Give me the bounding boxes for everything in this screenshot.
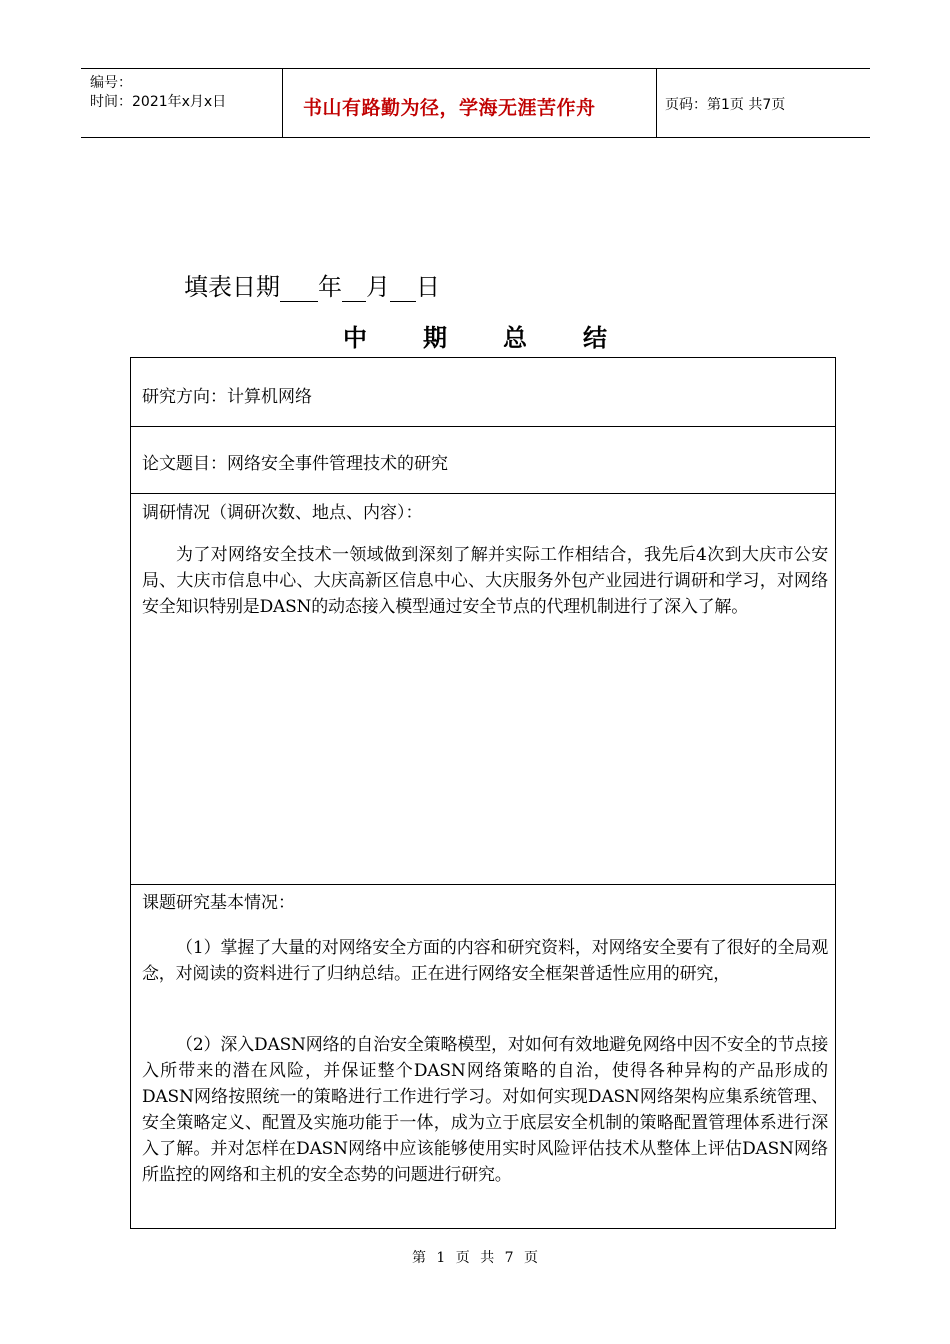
topic-field bbox=[142, 449, 448, 474]
summary-form bbox=[130, 357, 836, 1229]
year-blank[interactable] bbox=[280, 279, 318, 302]
topic-row bbox=[131, 427, 835, 494]
fill-date-label: 填表日期 bbox=[184, 273, 280, 301]
page-title: 中期总结 bbox=[343, 324, 663, 352]
month-blank[interactable] bbox=[342, 279, 366, 302]
direction-label: 研究方向： bbox=[142, 387, 227, 407]
survey-label: 调研情况（调研次数、地点、内容）： bbox=[142, 503, 423, 523]
header-right-cell bbox=[656, 69, 870, 137]
motto-text: 书山有路勤为径，学海无涯苦作舟 bbox=[303, 97, 596, 119]
month-label: 月 bbox=[366, 273, 390, 301]
research-row bbox=[131, 885, 835, 1228]
time-label: 时间：2021年x月x日 bbox=[90, 94, 227, 110]
header-table bbox=[81, 68, 870, 138]
research-label: 课题研究基本情况： bbox=[142, 893, 295, 913]
header-left-cell bbox=[81, 69, 282, 137]
page-footer: 第 1 页 共 7 页 bbox=[411, 1250, 539, 1266]
direction-value: 计算机网络 bbox=[227, 387, 312, 407]
day-label: 日 bbox=[416, 273, 440, 301]
topic-value: 网络安全事件管理技术的研究 bbox=[227, 454, 448, 474]
research-paragraph-2: （2）深入DASN网络的自治安全策略模型，对如何有效地避免网络中因不安全的节点接入所带来的潜在风险，并保证整个DASN网络策略的自治，使得各种异构的产品形成的DASN网络按照统一的策略进行工作进行学习。对如何实现DASN网络架构应集系统管理、安全策略定义、配置及实施功能于一体，成为立于底层安全机制的策略配置管理体系进行深入了解。并对怎样在DASN网络中应该能够使用实时风险评估技术从整体上评估DASN网络所监控的网络和主机的安全态势的问题进行研究。 bbox=[142, 1035, 828, 1185]
survey-row bbox=[131, 494, 835, 885]
survey-text: 为了对网络安全技术一领域做到深刻了解并实际工作相结合，我先后4次到大庆市公安局、大庆市信息中心、大庆高新区信息中心、大庆服务外包产业园进行调研和学习，对网络安全知识特别是DASN的动态接入模型通过安全节点的代理机制进行了深入了解。 bbox=[142, 545, 828, 617]
header-middle-cell bbox=[282, 69, 657, 137]
fill-date-line bbox=[184, 267, 440, 302]
direction-row bbox=[131, 358, 835, 427]
research-paragraph-1: （1）掌握了大量的对网络安全方面的内容和研究资料，对网络安全要有了很好的全局观念，对阅读的资料进行了归纳总结。正在进行网络安全框架普适性应用的研究， bbox=[142, 938, 828, 984]
page-info: 页码：第1页 共7页 bbox=[665, 97, 786, 113]
year-label: 年 bbox=[318, 273, 342, 301]
number-label: 编号： bbox=[90, 75, 132, 91]
day-blank[interactable] bbox=[390, 279, 416, 302]
topic-label: 论文题目： bbox=[142, 454, 227, 474]
direction-field bbox=[142, 382, 312, 407]
